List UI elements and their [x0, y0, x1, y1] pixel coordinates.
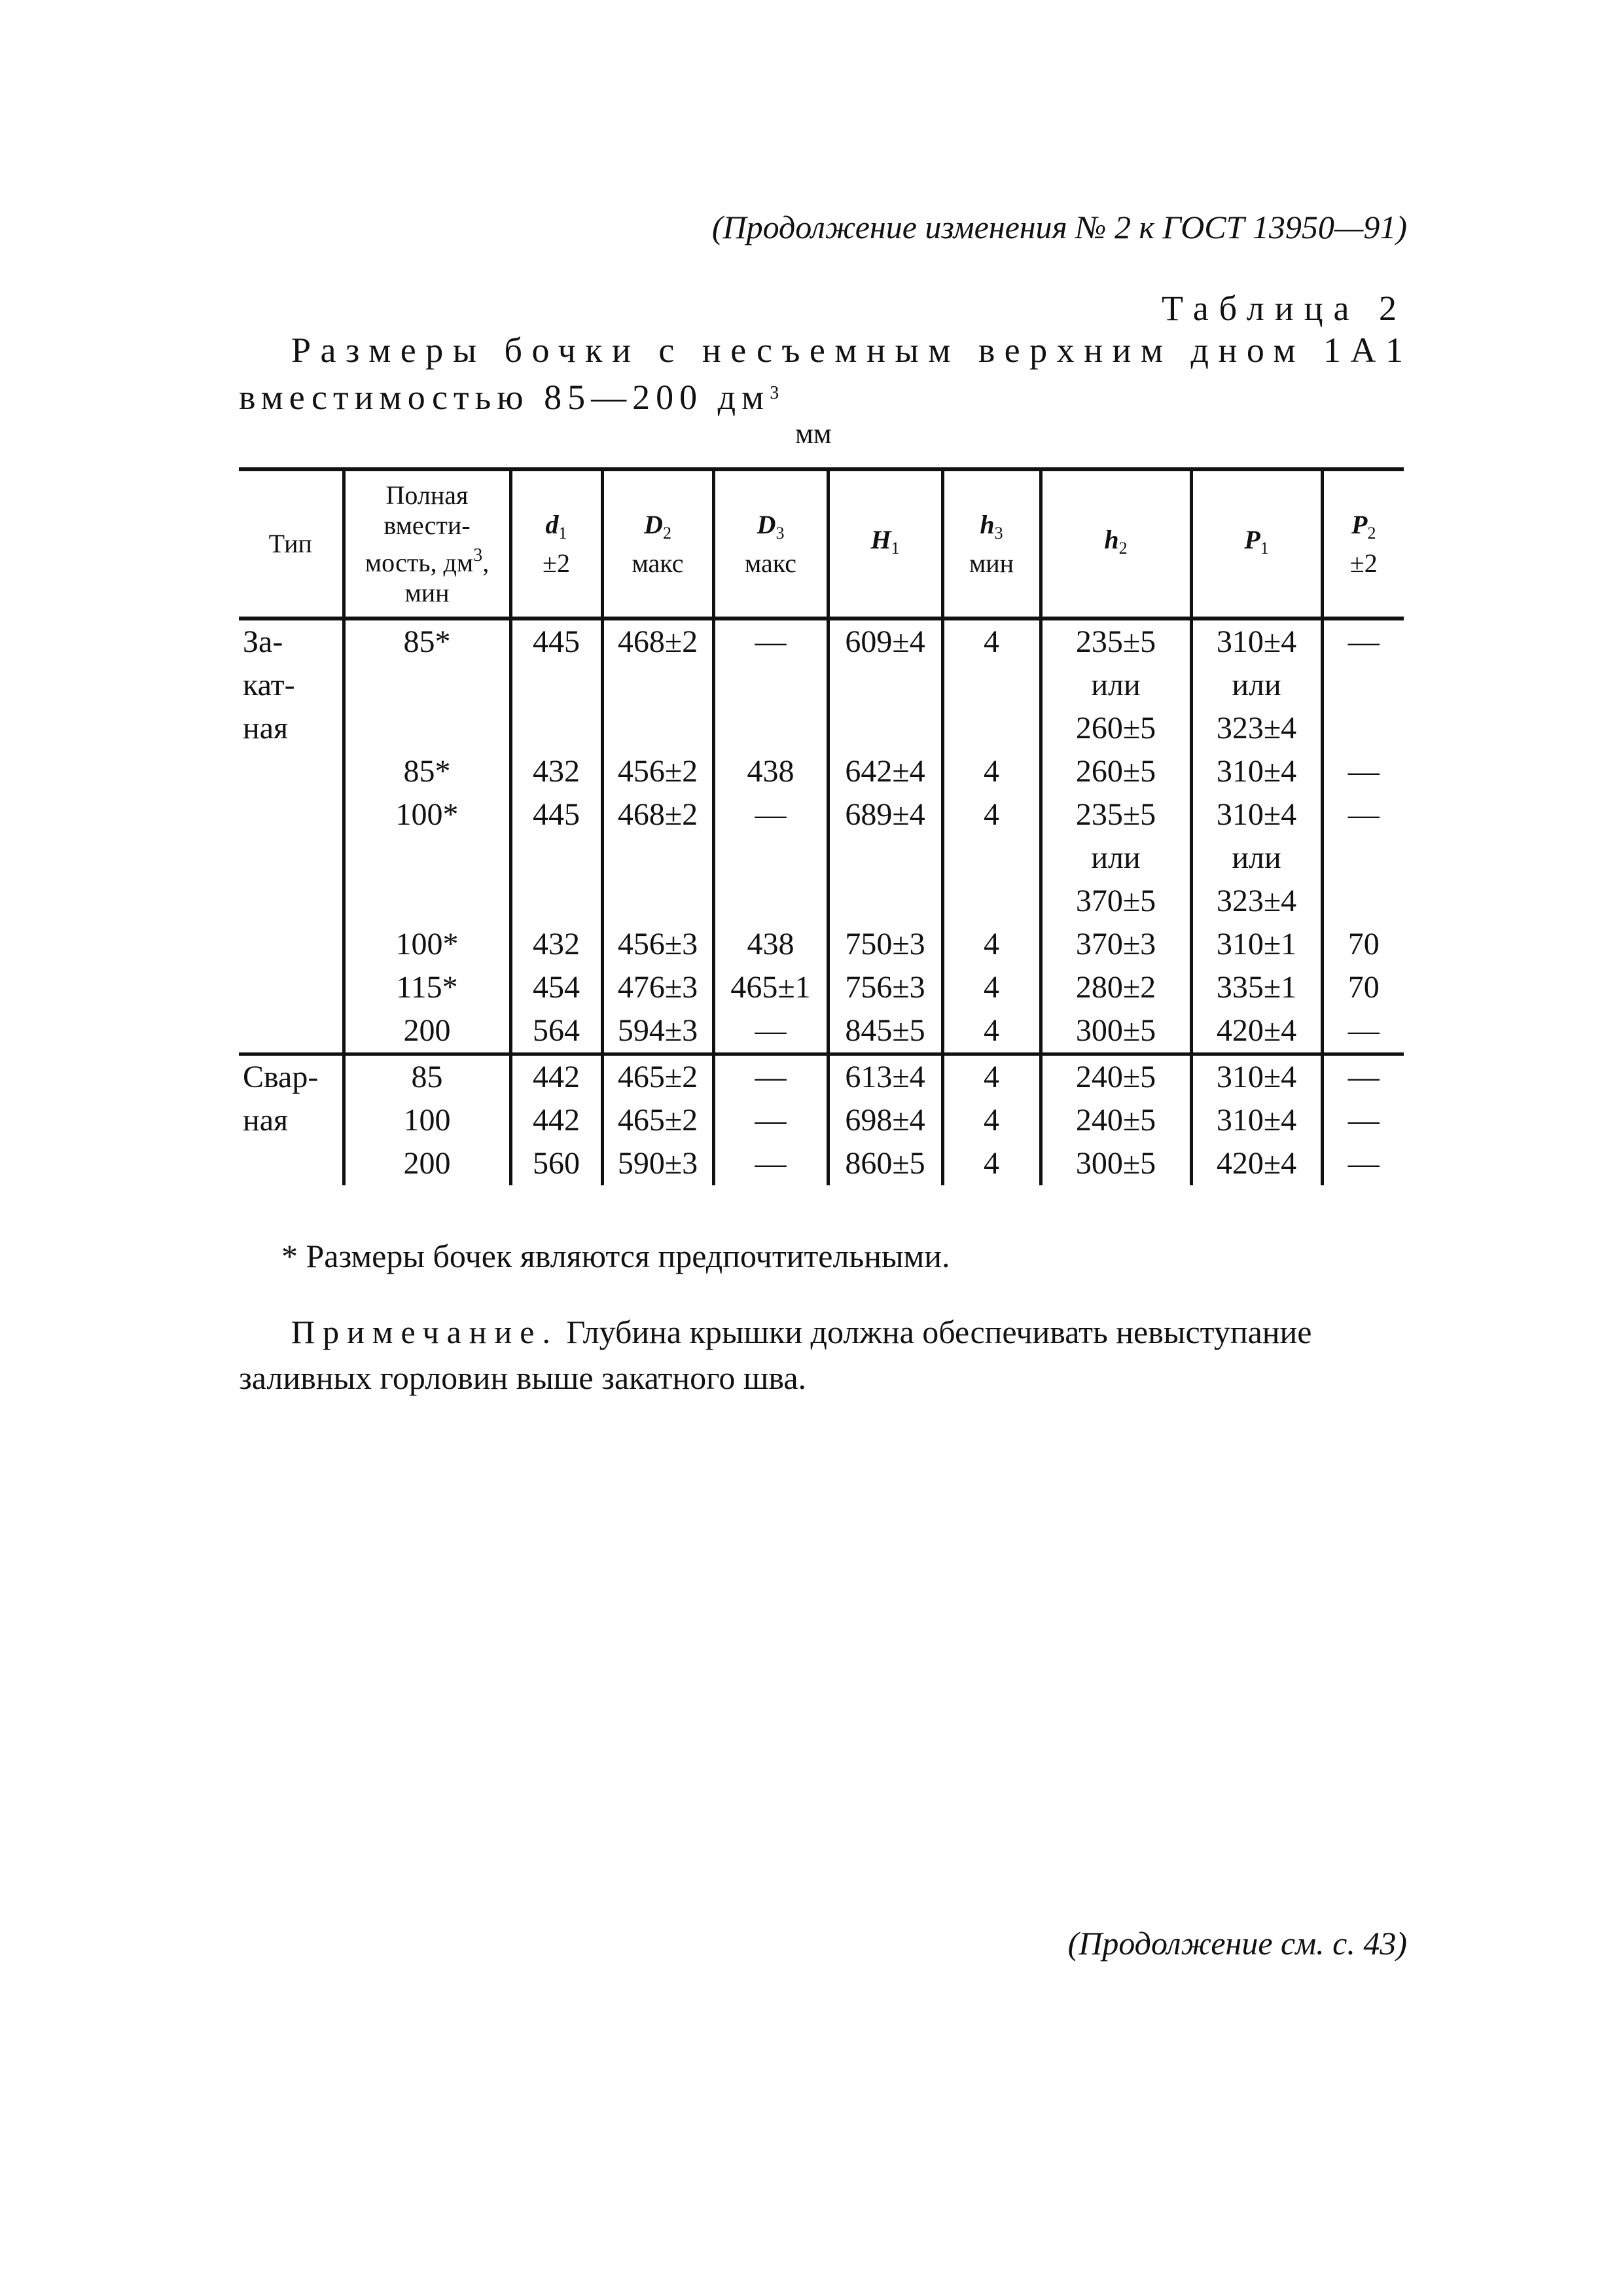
header-H1-symbol: H [870, 524, 891, 554]
table-cell: 235±5 [1041, 793, 1191, 836]
footnote: * Размеры бочек являются предпочтительными. [281, 1238, 950, 1274]
header-capacity-comma: , [482, 547, 490, 577]
table-title [239, 329, 1413, 419]
continuation-header: (Продолжение изменения № 2 к ГОСТ 13950—91) [711, 209, 1407, 245]
table-cell [344, 836, 510, 880]
continuation-footer: (Продолжение см. с. 43) [1067, 1925, 1407, 1962]
table-cell-type: кат- [243, 668, 295, 702]
table-cell: 115* [344, 966, 510, 1009]
table-cell: 456±3 [602, 923, 713, 966]
table-cell: 465±2 [602, 1054, 713, 1100]
header-D3 [713, 469, 828, 619]
table-cell: 438 [713, 750, 828, 793]
table-cell: 465±1 [713, 966, 828, 1009]
header-D2 [602, 469, 713, 619]
table-cell: 310±4 [1191, 1054, 1322, 1100]
table-title-line2-text: вместимостью 85—200 дм [239, 378, 770, 417]
table-cell-type: ная [243, 1103, 289, 1138]
table-row [239, 793, 1404, 836]
table-cell: 310±4 [1191, 619, 1322, 664]
table-cell [1322, 880, 1404, 923]
table-cell: 4 [942, 1142, 1041, 1185]
table-cell: 4 [942, 750, 1041, 793]
table-cell: 465±2 [602, 1099, 713, 1142]
table-row [239, 923, 1404, 966]
table-cell: или [1191, 664, 1322, 707]
table-cell: 476±3 [602, 966, 713, 1009]
table-row [239, 880, 1404, 923]
header-d1-subscript: 1 [558, 523, 567, 543]
table-cell [602, 836, 713, 880]
table-cell: 200 [344, 1009, 510, 1054]
header-D2-subscript: 2 [662, 523, 671, 543]
table-cell: 310±4 [1191, 793, 1322, 836]
header-h2-subscript: 2 [1118, 538, 1128, 558]
table-cell: 609±4 [828, 619, 942, 664]
table-cell-type [239, 836, 344, 880]
table-cell: — [713, 793, 828, 836]
table-row [239, 707, 1404, 750]
table-cell [1322, 664, 1404, 707]
header-h3 [942, 469, 1041, 619]
table-cell: 4 [942, 1054, 1041, 1100]
table-cell [510, 664, 602, 707]
table-cell: 438 [713, 923, 828, 966]
table-cell: 70 [1322, 966, 1404, 1009]
table-cell: 4 [942, 793, 1041, 836]
header-D2-qualifier: макс [632, 548, 684, 578]
table-cell: 642±4 [828, 750, 942, 793]
table-title-line2 [239, 372, 1407, 419]
header-h3-subscript: 3 [994, 523, 1003, 543]
table-cell: — [713, 1099, 828, 1142]
table-cell: — [713, 1009, 828, 1054]
table-cell: 4 [942, 966, 1041, 1009]
header-P1-symbol: P [1244, 524, 1260, 554]
header-h3-qualifier: мин [969, 548, 1014, 578]
table-cell: 85* [344, 750, 510, 793]
note [239, 1309, 1407, 1401]
table-cell [828, 880, 942, 923]
table-cell-type [239, 1009, 344, 1054]
table-cell [828, 836, 942, 880]
table-cell [713, 836, 828, 880]
table-cell-type [239, 880, 344, 923]
table-header-row [239, 469, 1404, 619]
table-cell: или [1191, 836, 1322, 880]
table-row [239, 1142, 1404, 1185]
dimensions-table [239, 467, 1404, 1185]
table-unit: мм [795, 418, 832, 450]
table-cell: 200 [344, 1142, 510, 1185]
table-cell: 468±2 [602, 619, 713, 664]
table-cell: 323±4 [1191, 880, 1322, 923]
table-cell-type [239, 923, 344, 966]
table-cell [713, 707, 828, 750]
table-cell-type [239, 966, 344, 1009]
table-cell: 456±2 [602, 750, 713, 793]
table-cell [510, 836, 602, 880]
table-row [239, 750, 1404, 793]
table-cell: — [713, 619, 828, 664]
table-cell: 860±5 [828, 1142, 942, 1185]
header-capacity-line4: мин [404, 577, 450, 607]
table-cell: — [1322, 619, 1404, 664]
table-cell [942, 707, 1041, 750]
table-cell [942, 836, 1041, 880]
header-capacity-superscript: 3 [473, 545, 483, 565]
table-cell: или [1041, 664, 1191, 707]
table-cell: — [1322, 1009, 1404, 1054]
header-H1-subscript: 1 [891, 538, 900, 558]
table-cell: — [713, 1142, 828, 1185]
table-cell-type: Свар- [243, 1060, 319, 1094]
table-cell [602, 880, 713, 923]
table-cell: 420±4 [1191, 1142, 1322, 1185]
table-row [239, 966, 1404, 1009]
table-cell: 260±5 [1041, 750, 1191, 793]
header-D3-subscript: 3 [776, 523, 785, 543]
table-cell: 4 [942, 923, 1041, 966]
table-cell [510, 707, 602, 750]
table-row [239, 619, 1404, 664]
table-cell: 468±2 [602, 793, 713, 836]
table-cell: 310±4 [1191, 750, 1322, 793]
table-body [239, 619, 1404, 1185]
table-cell-type: За- [243, 624, 283, 659]
table-cell: 445 [510, 793, 602, 836]
table-cell: 85* [344, 619, 510, 664]
table-cell: — [1322, 1099, 1404, 1142]
table-cell: 564 [510, 1009, 602, 1054]
table-cell [828, 707, 942, 750]
table-cell: 85 [344, 1054, 510, 1100]
table-cell: 4 [942, 1009, 1041, 1054]
table-cell: 4 [942, 619, 1041, 664]
table-cell: 845±5 [828, 1009, 942, 1054]
table-cell [713, 880, 828, 923]
header-h2-symbol: h [1104, 524, 1119, 554]
table-cell: 420±4 [1191, 1009, 1322, 1054]
header-P2 [1322, 469, 1404, 619]
table-cell: 300±5 [1041, 1142, 1191, 1185]
header-d1-symbol: d [545, 509, 559, 539]
table-cell-type [239, 793, 344, 836]
table-cell [510, 880, 602, 923]
table-cell: 454 [510, 966, 602, 1009]
header-P1 [1191, 469, 1322, 619]
note-text: Глубина крышки должна обеспечивать невыступание заливных горловин выше закатного шва. [239, 1314, 1312, 1396]
table-cell: 260±5 [1041, 707, 1191, 750]
header-P2-symbol: P [1351, 509, 1368, 539]
table-cell: — [1322, 750, 1404, 793]
header-D2-symbol: D [644, 509, 663, 539]
table-label: Таблица 2 [1162, 289, 1407, 328]
header-capacity [344, 469, 510, 619]
table-cell-type [239, 1142, 344, 1185]
table-row [239, 836, 1404, 880]
table-cell: 445 [510, 619, 602, 664]
table-row [239, 664, 1404, 707]
table-cell [1322, 836, 1404, 880]
header-P1-subscript: 1 [1260, 538, 1269, 558]
header-h3-symbol: h [980, 509, 995, 539]
table-cell: 370±3 [1041, 923, 1191, 966]
header-h2 [1041, 469, 1191, 619]
table-cell: 240±5 [1041, 1099, 1191, 1142]
header-d1 [510, 469, 602, 619]
table-cell: 594±3 [602, 1009, 713, 1054]
table-cell: 370±5 [1041, 880, 1191, 923]
table-cell-type [239, 750, 344, 793]
table-cell: 590±3 [602, 1142, 713, 1185]
table-row [239, 1054, 1404, 1100]
table-row [239, 1099, 1404, 1142]
table-cell [942, 664, 1041, 707]
table-cell: 323±4 [1191, 707, 1322, 750]
table-cell [344, 664, 510, 707]
table-title-line1: Размеры бочки с несъемным верхним дном 1А1 [291, 331, 1413, 370]
table-cell: — [1322, 1142, 1404, 1185]
header-capacity-line3: мость, дм [365, 547, 474, 577]
header-P2-tolerance: ±2 [1349, 548, 1378, 578]
header-type [239, 469, 344, 619]
header-H1 [828, 469, 942, 619]
table-cell: 235±5 [1041, 619, 1191, 664]
table-cell [942, 880, 1041, 923]
note-lead: Примечание. [291, 1314, 559, 1350]
header-capacity-line1: Полная [385, 480, 469, 510]
table-cell: 756±3 [828, 966, 942, 1009]
table-cell: 310±4 [1191, 1099, 1322, 1142]
table-cell: 442 [510, 1099, 602, 1142]
table-cell: или [1041, 836, 1191, 880]
table-cell [1322, 707, 1404, 750]
header-d1-tolerance: ±2 [543, 548, 570, 578]
header-capacity-line2: вмести- [383, 510, 471, 540]
header-P2-subscript: 2 [1367, 523, 1376, 543]
table-cell: 750±3 [828, 923, 942, 966]
table-cell: 70 [1322, 923, 1404, 966]
table-cell: 100 [344, 1099, 510, 1142]
table-cell [344, 707, 510, 750]
table-row [239, 1009, 1404, 1054]
table-cell [344, 880, 510, 923]
table-cell [602, 707, 713, 750]
table-cell: 613±4 [828, 1054, 942, 1100]
header-type-label: Тип [268, 529, 312, 558]
table-cell: 280±2 [1041, 966, 1191, 1009]
table-cell: 4 [942, 1099, 1041, 1142]
table-cell: — [713, 1054, 828, 1100]
header-D3-qualifier: макс [745, 548, 796, 578]
table-cell: 240±5 [1041, 1054, 1191, 1100]
table-cell: 335±1 [1191, 966, 1322, 1009]
table-cell: 560 [510, 1142, 602, 1185]
table-cell [828, 664, 942, 707]
table-cell [602, 664, 713, 707]
table-cell: 300±5 [1041, 1009, 1191, 1054]
table-cell: 100* [344, 923, 510, 966]
table-cell: 689±4 [828, 793, 942, 836]
table-cell: 310±1 [1191, 923, 1322, 966]
table-cell: — [1322, 793, 1404, 836]
table-cell: 100* [344, 793, 510, 836]
table-title-unit-superscript: 3 [770, 383, 785, 403]
table-cell: — [1322, 1054, 1404, 1100]
table-cell: 432 [510, 923, 602, 966]
table-cell [713, 664, 828, 707]
table-cell-type: ная [243, 711, 289, 745]
table-cell: 698±4 [828, 1099, 942, 1142]
table-cell: 442 [510, 1054, 602, 1100]
header-D3-symbol: D [757, 509, 776, 539]
table-cell: 432 [510, 750, 602, 793]
